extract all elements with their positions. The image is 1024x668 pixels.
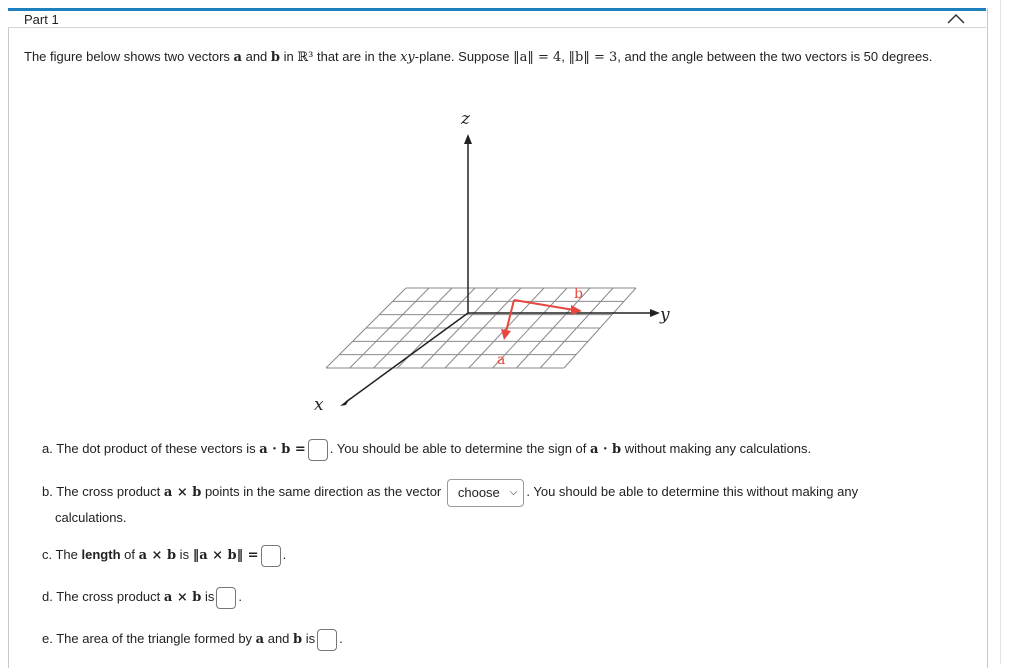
y-axis-arrowhead <box>650 309 660 317</box>
vector-a-arrowhead <box>501 329 511 340</box>
vector-figure <box>306 102 684 420</box>
cross-length-input[interactable] <box>261 545 281 567</box>
dot-product-input[interactable] <box>308 439 328 461</box>
vector-diagram <box>306 102 684 420</box>
vector-a-label: a <box>497 352 506 368</box>
x-axis <box>346 313 468 402</box>
y-axis-label: y <box>660 305 670 325</box>
direction-select[interactable]: choose ⌵ <box>447 479 525 507</box>
triangle-area-input[interactable] <box>317 629 337 651</box>
question-c: c. The length of a × b is ‖a × b‖ = . <box>42 543 286 568</box>
part-header[interactable] <box>8 8 986 28</box>
chevron-down-icon: ⌵ <box>509 487 518 499</box>
xy-grid <box>326 288 636 368</box>
question-e: e. The area of the triangle formed by a and b is . <box>42 627 343 652</box>
z-axis-arrowhead <box>464 134 472 144</box>
question-a: a. The dot product of these vectors is a · b = . You should be able to determine the sign of a · b without making any calculations. <box>42 437 811 462</box>
scrollbar[interactable] <box>1000 0 1024 664</box>
cross-product-input[interactable] <box>216 587 236 609</box>
part-title: Part 1 <box>24 12 59 27</box>
x-axis-label: x <box>314 395 324 415</box>
x-axis-arrowhead <box>340 398 350 406</box>
question-d: d. The cross product a × b is . <box>42 585 242 610</box>
question-b-line2: calculations. <box>55 510 127 525</box>
problem-statement: The figure below shows two vectors a and b in ℝ³ that are in the xy-plane. Suppose ‖a‖ = 4, ‖b‖ = 3, and the angle between the two vectors is 50 degrees. <box>24 49 933 65</box>
question-b: b. The cross product a × b points in the same direction as the vector choose ⌵ . You should be able to determine this without making any <box>42 478 858 507</box>
vector-a <box>506 300 514 332</box>
z-axis-label: z <box>461 109 470 129</box>
vector-b-label: b <box>574 286 583 302</box>
chevron-up-icon[interactable] <box>944 10 968 28</box>
